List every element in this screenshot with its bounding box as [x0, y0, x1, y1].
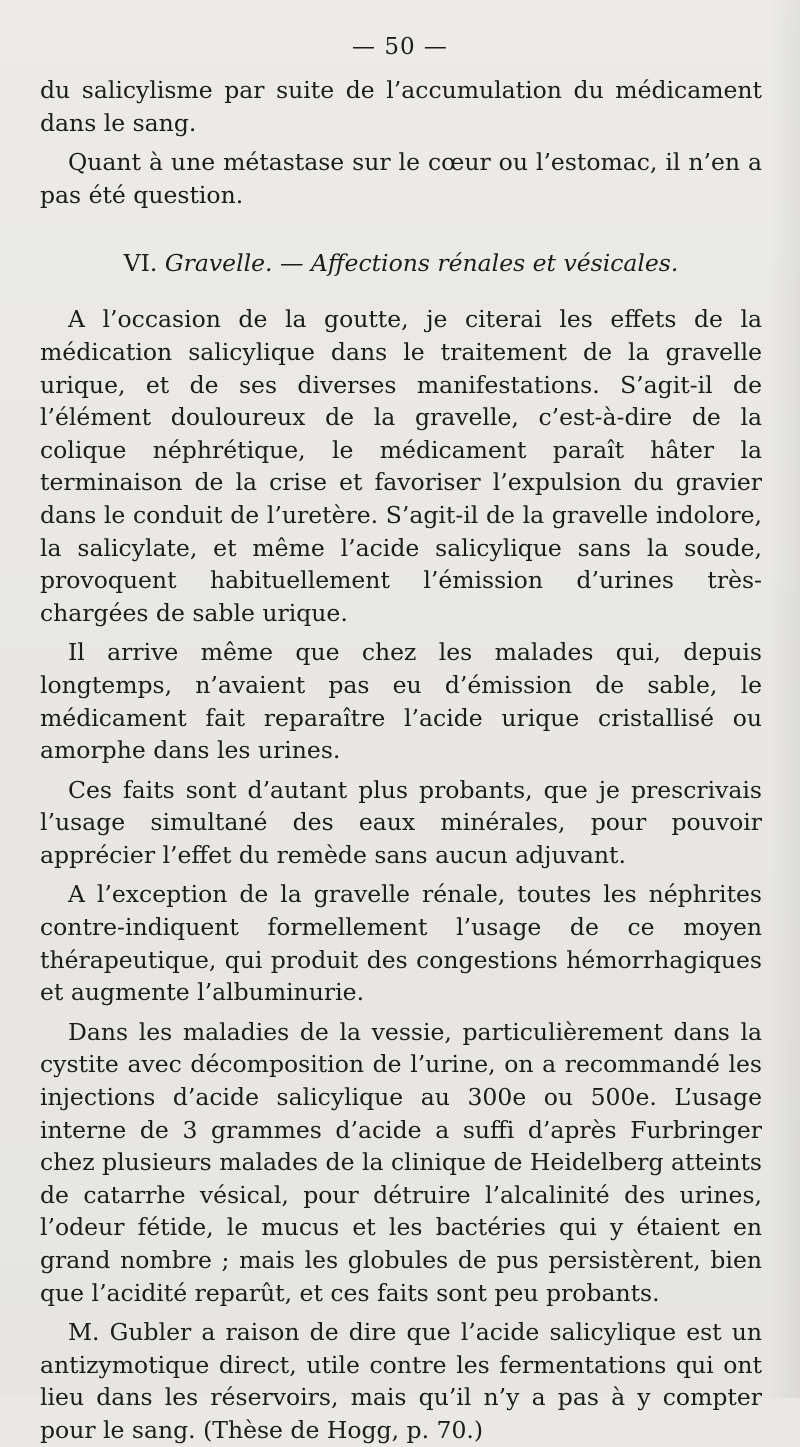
- paragraph: A l’occasion de la goutte, je citerai les effets de la médication salicylique dans le traitement de la gravelle urique, et de ses diverses manifestations. S’agit-il de l’élément douloureux de la gravelle, c’est-à-dire de la colique néphrétique, le médicament paraît hâter la terminaison de la crise et favoriser l’expulsion du gravier dans le conduit de l’uretère. S’agit-il de la gravelle indolore, la salicylate, et même l’acide salicylique sans la soude, provoquent habituellement l’émission d’urines très-chargées de sable urique.: [40, 305, 762, 627]
- paragraph-continued: du salicylisme par suite de l’accumulation du médicament dans le sang.: [40, 76, 762, 137]
- body-text: [40, 74, 762, 1447]
- paragraph: Ces faits sont d’autant plus probants, que je prescrivais l’usage simultané des eaux minérales, pour pouvoir apprécier l’effet du remède sans aucun adjuvant.: [40, 775, 762, 869]
- paragraph: Dans les maladies de la vessie, particulièrement dans la cystite avec décomposition de l’urine, on a recommandé les injections d’acide salicylique au 300e ou 500e. L’usage interne de 3 grammes d’acide a suffi d’après Furbringer chez plusieurs malades de la clinique de Heidelberg atteints de catarrhe vésical, pour détruire l’alcalinité des urines, l’odeur fétide, le mucus et les bactéries qui y étaient en grand nombre ; mais les globules de pus persistèrent, bien que l’acidité reparût, et ces faits sont peu probants.: [40, 1017, 762, 1307]
- section-number: VI.: [123, 249, 158, 278]
- paragraph: Quant à une métastase sur le cœur ou l’estomac, il n’en a pas été question.: [40, 148, 762, 209]
- paragraph: A l’exception de la gravelle rénale, toutes les néphrites contre-indiquent formellement l’usage de ce moyen thérapeutique, qui produit des congestions hémorrhagiques et augmente l’albuminurie.: [40, 880, 762, 1007]
- paragraph: M. Gubler a raison de dire que l’acide salicylique est un antizymotique direct, utile contre les fermentations qui ont lieu dans les réservoirs, mais qu’il n’y a pas à y compter pour le sang. (Thèse de Hogg, p. 70.): [40, 1318, 762, 1444]
- paragraph: Il arrive même que chez les malades qui, depuis longtemps, n’avaient pas eu d’émission de sable, le médicament fait reparaître l’acide urique cristallisé ou amorphe dans les urines.: [40, 638, 762, 765]
- section-title: Gravelle. — Affections rénales et vésicales.: [164, 249, 679, 278]
- page-edge-shadow: [770, 0, 800, 1398]
- page-number: — 50 —: [352, 34, 448, 60]
- section-heading: [40, 247, 762, 279]
